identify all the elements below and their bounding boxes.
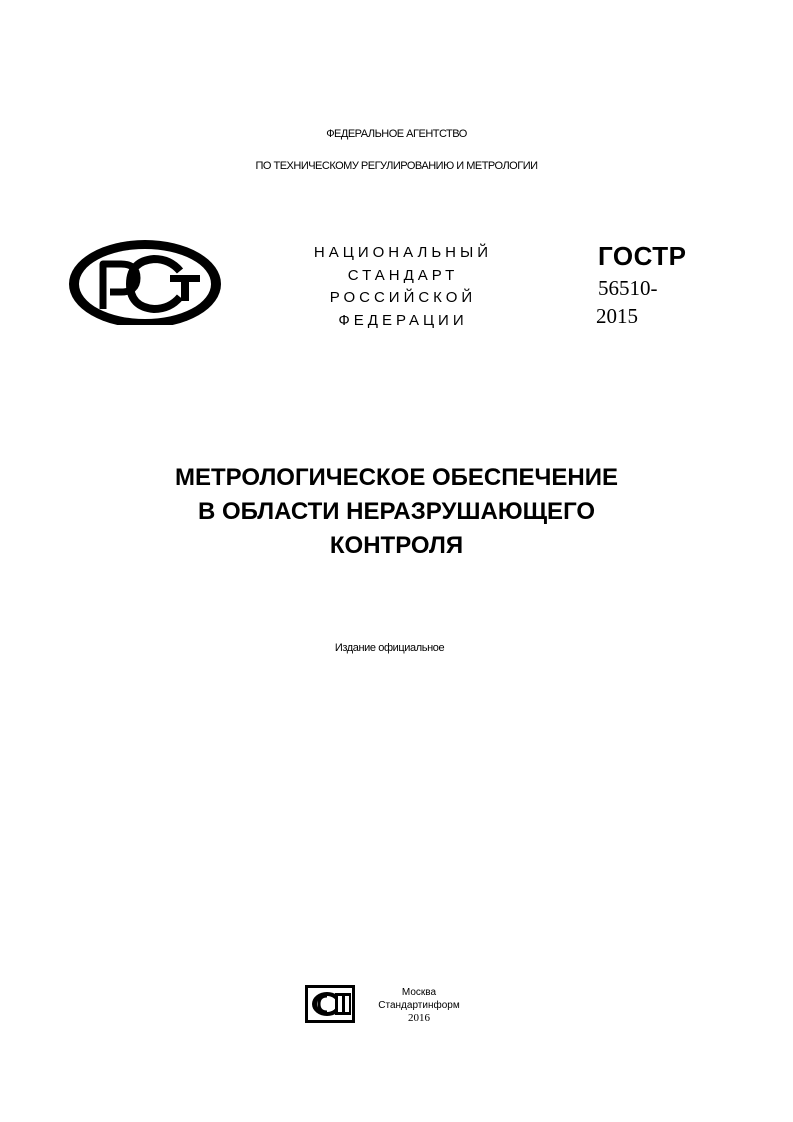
document-title (0, 461, 793, 563)
imprint-publisher: Стандартинформ (378, 1000, 460, 1011)
imprint-year: 2016 (408, 1012, 430, 1024)
standartinform-logo-icon (305, 985, 355, 1023)
national-line-2: СТАНДАРТ (347, 266, 459, 284)
title-line-1: МЕТРОЛОГИЧЕСКОЕ ОБЕСПЕЧЕНИЕ (175, 464, 618, 491)
national-line-1: НАЦИОНАЛЬНЫЙ (313, 244, 493, 261)
imprint (364, 986, 474, 1025)
national-line-4: ФЕДЕРАЦИИ (338, 311, 468, 329)
national-line-3: РОССИЙСКОЙ (329, 289, 477, 306)
title-line-3: КОНТРОЛЯ (329, 532, 464, 559)
imprint-city: Москва (401, 987, 437, 998)
rst-certification-logo-icon (66, 237, 224, 329)
gost-year: 2015 (596, 304, 638, 328)
gost-label: ГОСТР (598, 241, 687, 271)
edition-label: Издание официальное (334, 642, 445, 654)
title-line-2: В ОБЛАСТИ НЕРАЗРУШАЮЩЕГО (197, 498, 596, 525)
national-standard-label (288, 242, 518, 332)
agency-name-line2: ПО ТЕХНИЧЕСКОМУ РЕГУЛИРОВАНИЮ И МЕТРОЛОГИИ (255, 160, 538, 172)
gost-number: 56510- (598, 276, 658, 300)
agency-name-line1: ФЕДЕРАЛЬНОЕ АГЕНТСТВО (326, 128, 467, 140)
